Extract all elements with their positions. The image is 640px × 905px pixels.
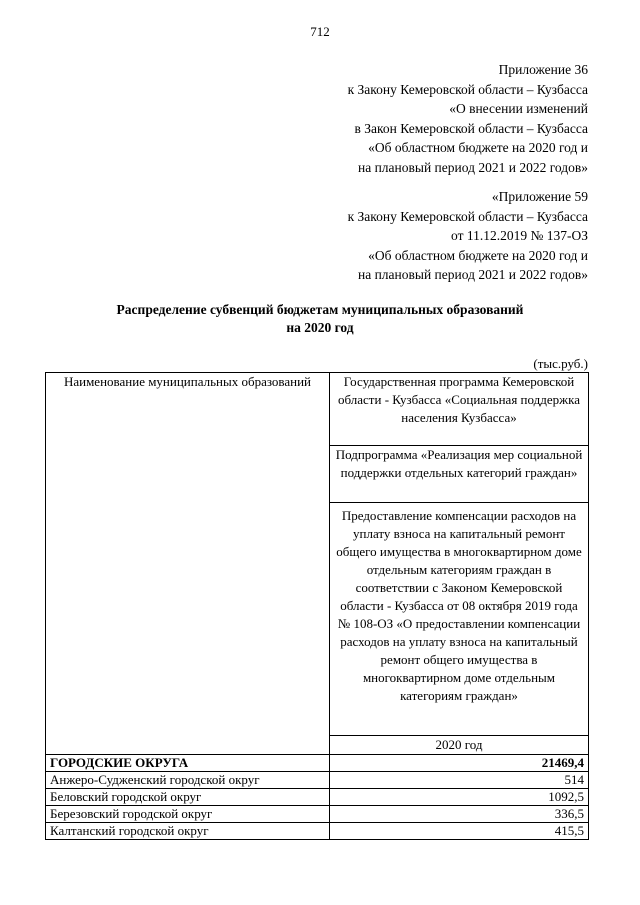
row-value: 1092,5 — [330, 789, 589, 806]
table-row — [46, 772, 589, 789]
annex-line: «Об областном бюджете на 2020 год и — [368, 140, 588, 156]
row-value: 514 — [330, 772, 589, 789]
name-column-header: Наименование муниципальных образований — [46, 373, 330, 755]
row-name: Калтанский городской округ — [46, 823, 330, 840]
table-row-total — [46, 755, 589, 772]
year-header: 2020 год — [330, 736, 589, 755]
row-name: Беловский городской округ — [46, 789, 330, 806]
row-value: 415,5 — [330, 823, 589, 840]
document-title — [0, 301, 640, 337]
title-line-2: на 2020 год — [286, 320, 354, 335]
annex-line: на плановый период 2021 и 2022 годов» — [357, 267, 588, 283]
title-line-1: Распределение субвенций бюджетам муниципальных образований — [116, 302, 524, 317]
annex-line: в Закон Кемеровской области – Кузбасса — [354, 120, 588, 136]
units-label: (тыс.руб.) — [533, 356, 588, 371]
table-row — [46, 806, 589, 823]
page-number: 712 — [310, 24, 330, 39]
annex-line: «Приложение 59 — [491, 189, 588, 204]
row-value: 21469,4 — [330, 755, 589, 772]
subvention-table — [45, 372, 589, 840]
annex-line: «О внесении изменений — [449, 101, 588, 117]
annex-36-header — [348, 60, 588, 178]
subprogram-header: Подпрограмма «Реализация мер социальной поддержки отдельных категорий граждан» — [330, 446, 589, 503]
row-name: ГОРОДСКИЕ ОКРУГА — [46, 755, 330, 772]
row-name: Березовский городской округ — [46, 806, 330, 823]
table-row — [46, 789, 589, 806]
annex-line: к Закону Кемеровской области – Кузбасса — [347, 81, 588, 97]
table-row — [46, 823, 589, 840]
row-name: Анжеро-Судженский городской округ — [46, 772, 330, 789]
measure-header: Предоставление компенсации расходов на уплату взноса на капитальный ремонт общего имущества в многоквартирном доме отдельным категориям граждан в соответствии с Законом Кемеровской области - Кузбасса от 08 октября 2019 года № 108-ОЗ «О предоставлении компенсации расходов на уплату взноса на капитальный ремонт общего имущества в многоквартирном доме отдельным категориям граждан» — [330, 503, 589, 736]
annex-line: к Закону Кемеровской области – Кузбасса — [347, 208, 588, 224]
program-header: Государственная программа Кемеровской области - Кузбасса «Социальная поддержка населения Кузбасса» — [330, 373, 589, 446]
annex-59-header — [348, 187, 588, 285]
annex-line: «Об областном бюджете на 2020 год и — [368, 247, 588, 263]
annex-line: Приложение 36 — [498, 62, 588, 77]
annex-line: от 11.12.2019 № 137-ОЗ — [451, 228, 588, 244]
row-value: 336,5 — [330, 806, 589, 823]
annex-line: на плановый период 2021 и 2022 годов» — [357, 159, 588, 175]
